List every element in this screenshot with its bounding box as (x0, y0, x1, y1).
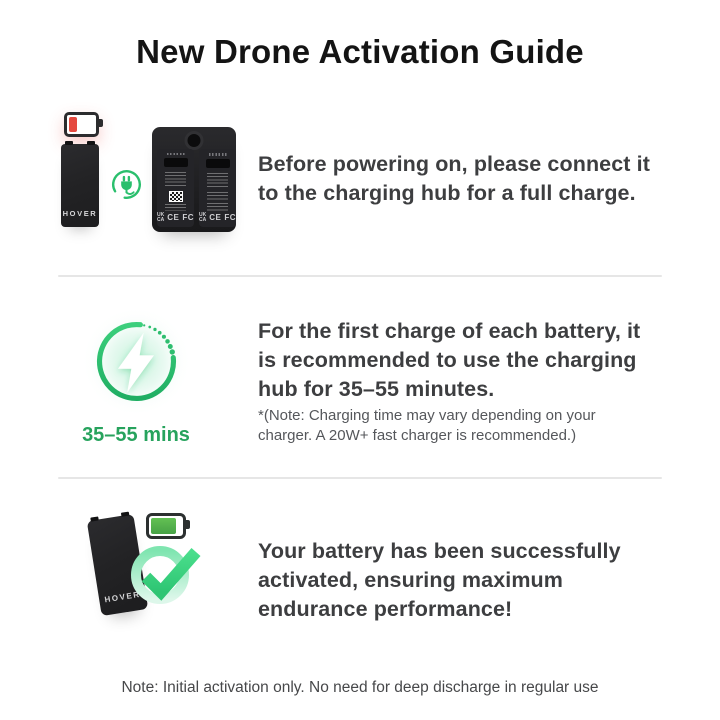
low-battery-icon (64, 112, 99, 137)
ce-mark: CE (167, 213, 180, 222)
hub-battery-slots (157, 149, 237, 227)
drone-battery (61, 144, 99, 227)
battery-terminal (186, 520, 190, 529)
slot-vents (167, 153, 185, 155)
slot-fine-print (207, 203, 228, 211)
step-2-note-line: charger. A 20W+ fast charger is recommended.) (258, 426, 577, 444)
battery-terminal (99, 119, 103, 127)
section-divider (58, 275, 662, 277)
ukca-mark: UK CA (199, 212, 207, 223)
slot-fine-print (165, 172, 186, 187)
battery-brand-label: HOVER (103, 589, 142, 605)
low-battery-level (69, 117, 77, 132)
step-3-line: activated, ensuring maximum (258, 568, 563, 592)
ce-mark: CE (209, 213, 222, 222)
footer-note: Note: Initial activation only. No need for deep discharge in regular use (121, 679, 599, 696)
success-check-icon (129, 540, 207, 606)
battery-tab (90, 516, 99, 521)
slot-fine-print (207, 173, 228, 190)
step-1-text (258, 150, 672, 208)
battery-tab (87, 141, 95, 145)
page-title: New Drone Activation Guide (136, 33, 584, 70)
fcc-mark: FC (224, 213, 237, 222)
slot-fine-print (165, 204, 186, 212)
slot-vents (209, 153, 227, 156)
slot-connector (164, 158, 188, 166)
ukca-mark: UK CA (157, 212, 165, 223)
qr-code (169, 191, 183, 202)
step-2-line: For the first charge of each battery, it (258, 319, 641, 343)
full-battery-icon (146, 513, 186, 539)
battery-tab (65, 141, 73, 145)
step-1-line: to the charging hub for a full charge. (258, 181, 636, 205)
step-3-line: endurance performance! (258, 597, 513, 621)
charge-duration-label: 35–55 mins (82, 424, 190, 446)
hub-slot-left (157, 149, 194, 227)
certification-marks (157, 213, 194, 222)
step-2-note-line: *(Note: Charging time may vary depending on your (258, 407, 596, 424)
power-plug-icon (110, 168, 143, 201)
step-2-line: is recommended to use the charging (258, 348, 637, 372)
step-2-note (258, 406, 672, 445)
battery-tab (121, 512, 130, 517)
charging-progress-icon (80, 305, 193, 418)
slot-fine-print (207, 192, 228, 200)
hub-slot-right (199, 149, 236, 227)
full-battery-level (151, 518, 176, 534)
hub-knob (185, 131, 204, 150)
certification-marks (199, 213, 236, 222)
charging-hub (152, 127, 236, 232)
slot-connector (206, 159, 230, 168)
step-2-line: hub for 35–55 minutes. (258, 377, 495, 401)
step-3-text (258, 537, 672, 624)
battery-brand-label: HOVER (62, 209, 98, 218)
fcc-mark: FC (182, 213, 195, 222)
step-3-line: Your battery has been successfully (258, 539, 621, 563)
section-divider (58, 477, 662, 479)
step-1-line: Before powering on, please connect it (258, 152, 650, 176)
step-2-text (258, 317, 672, 404)
